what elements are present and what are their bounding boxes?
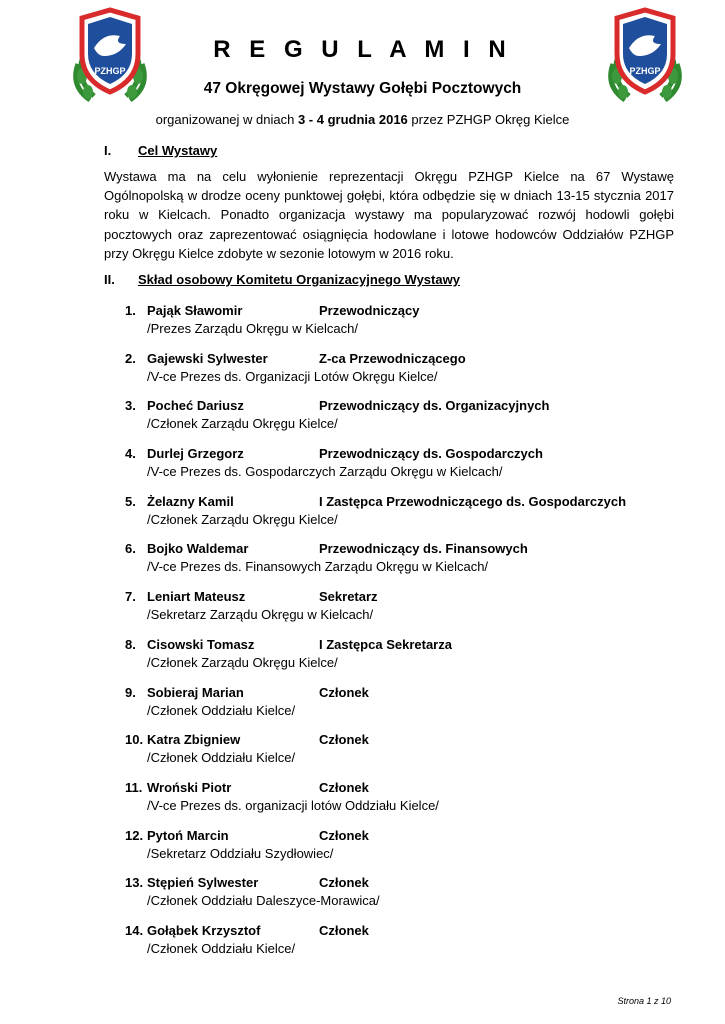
- member-role: Przewodniczący: [319, 303, 420, 318]
- member-item: [125, 731, 685, 779]
- member-role: Członek: [319, 922, 369, 938]
- section-2-heading: [104, 272, 460, 287]
- member-name: Katra Zbigniew: [147, 732, 241, 748]
- member-description: /V-ce Prezes ds. Finansowych Zarządu Okręgu w Kielcach/: [147, 559, 489, 575]
- member-number: 2.: [125, 350, 136, 366]
- org-dates: 3 - 4 grudnia 2016: [297, 112, 408, 127]
- member-role: Z-ca Przewodniczącego: [319, 350, 466, 366]
- member-number: 12.: [125, 827, 144, 843]
- document-subtitle: 47 Okręgowej Wystawy Gołębi Pocztowych: [203, 80, 522, 97]
- member-name: Gołąbek Krzysztof: [147, 922, 261, 938]
- member-description: /V-ce Prezes ds. Gospodarczych Zarządu Okręgu w Kielcach/: [147, 464, 503, 480]
- member-number: 4.: [125, 446, 136, 462]
- member-role: Sekretarz: [319, 589, 378, 605]
- member-description: /Członek Oddziału Kielce/: [147, 702, 296, 718]
- member-item: [125, 684, 685, 732]
- member-name: Wroński Piotr: [147, 779, 232, 795]
- page-number: Strona 1 z 10: [617, 996, 671, 1006]
- member-name: Durlej Grzegorz: [147, 446, 244, 462]
- svg-text:PZHGP: PZHGP: [94, 66, 126, 76]
- member-description: /V-ce Prezes ds. organizacji lotów Oddziału Kielce/: [147, 797, 439, 813]
- member-number: 9.: [125, 684, 136, 700]
- member-role: Członek: [319, 779, 369, 795]
- member-number: 11.: [125, 779, 143, 795]
- member-item: [125, 827, 685, 875]
- member-number: 5.: [125, 493, 136, 509]
- member-item: [125, 922, 685, 970]
- section-1-paragraph: Wystawa ma na celu wyłonienie reprezentacji Okręgu PZHGP Kielce na 67 Wystawę Ogólnopolską w drodze oceny punktowej gołębi, która odbędzie się w dniach 13-15 stycznia 2017 roku w Kielcach. Ponadto organizacja wystawy ma popularyzować rozwój hodowli gołębi pocztowych oraz zaprezentować osiągnięcia hodowlane i lotowe hodowców Oddziałów PZHGP przy Okręgu Kielce zdobyte w sezonie lotowym w 2016 roku.: [104, 169, 674, 261]
- document-title: R E G U L A M I N: [213, 36, 512, 63]
- member-description: /V-ce Prezes ds. Organizacji Lotów Okręgu Kielce/: [147, 368, 438, 384]
- member-item: [125, 350, 685, 398]
- member-name: Sobieraj Marian: [147, 684, 244, 700]
- svg-text:PZHGP: PZHGP: [629, 66, 661, 76]
- member-item: [125, 588, 685, 636]
- section-1-title: Cel Wystawy: [138, 143, 218, 158]
- member-name: Pająk Sławomir: [147, 303, 243, 318]
- member-number: 14.: [125, 922, 144, 938]
- member-item: [125, 302, 685, 350]
- member-name: Bojko Waldemar: [147, 541, 249, 557]
- member-description: /Członek Zarządu Okręgu Kielce/: [147, 416, 338, 432]
- member-name: Pytoń Marcin: [147, 827, 229, 843]
- member-number: 13.: [125, 875, 144, 891]
- member-item: [125, 636, 685, 684]
- organization-line: [0, 112, 725, 127]
- member-name: Cisowski Tomasz: [147, 636, 255, 652]
- member-description: /Sekretarz Zarządu Okręgu w Kielcach/: [147, 607, 374, 623]
- member-role: Członek: [319, 875, 369, 891]
- org-suffix: przez PZHGP Okręg Kielce: [407, 112, 570, 127]
- member-item: [125, 540, 685, 588]
- member-number: 6.: [125, 541, 136, 557]
- member-role: Członek: [319, 732, 369, 748]
- member-description: /Sekretarz Oddziału Szydłowiec/: [147, 845, 334, 861]
- member-name: Gajewski Sylwester: [147, 350, 268, 366]
- member-item: [125, 779, 685, 827]
- section-1-number: I.: [104, 143, 112, 158]
- member-role: Członek: [319, 827, 369, 843]
- member-number: 7.: [125, 589, 136, 605]
- section-2-title: Skład osobowy Komitetu Organizacyjnego Wystawy: [138, 272, 460, 287]
- member-description: /Prezes Zarządu Okręgu w Kielcach/: [147, 321, 358, 336]
- member-role: Członek: [319, 684, 369, 700]
- member-description: /Członek Zarządu Okręgu Kielce/: [147, 511, 338, 527]
- member-number: 10.: [125, 732, 144, 748]
- member-name: Leniart Mateusz: [147, 589, 246, 605]
- member-number: 3.: [125, 398, 136, 414]
- member-number: 8.: [125, 636, 136, 652]
- member-description: /Członek Oddziału Daleszyce-Morawica/: [147, 893, 380, 909]
- section-1-heading: [104, 143, 217, 158]
- member-item: [125, 874, 685, 922]
- member-role: Przewodniczący ds. Finansowych: [319, 541, 528, 557]
- member-role: Przewodniczący ds. Gospodarczych: [319, 446, 543, 462]
- member-name: Stępień Sylwester: [147, 875, 259, 891]
- member-description: /Członek Oddziału Kielce/: [147, 750, 296, 766]
- member-item: [125, 445, 685, 493]
- member-number: 1.: [125, 303, 136, 318]
- member-description: /Członek Oddziału Kielce/: [147, 940, 296, 956]
- member-role: I Zastępca Sekretarza: [319, 636, 452, 652]
- member-name: Pocheć Dariusz: [147, 398, 244, 414]
- member-item: [125, 493, 685, 541]
- member-name: Żelazny Kamil: [147, 493, 234, 509]
- member-description: /Członek Zarządu Okręgu Kielce/: [147, 654, 338, 670]
- member-role: Przewodniczący ds. Organizacyjnych: [319, 398, 550, 414]
- committee-members-list: [125, 302, 685, 970]
- section-2-number: II.: [104, 272, 115, 287]
- member-item: [125, 397, 685, 445]
- member-role: I Zastępca Przewodniczącego ds. Gospodarczych: [319, 493, 627, 509]
- org-prefix: organizowanej w dniach: [155, 112, 298, 127]
